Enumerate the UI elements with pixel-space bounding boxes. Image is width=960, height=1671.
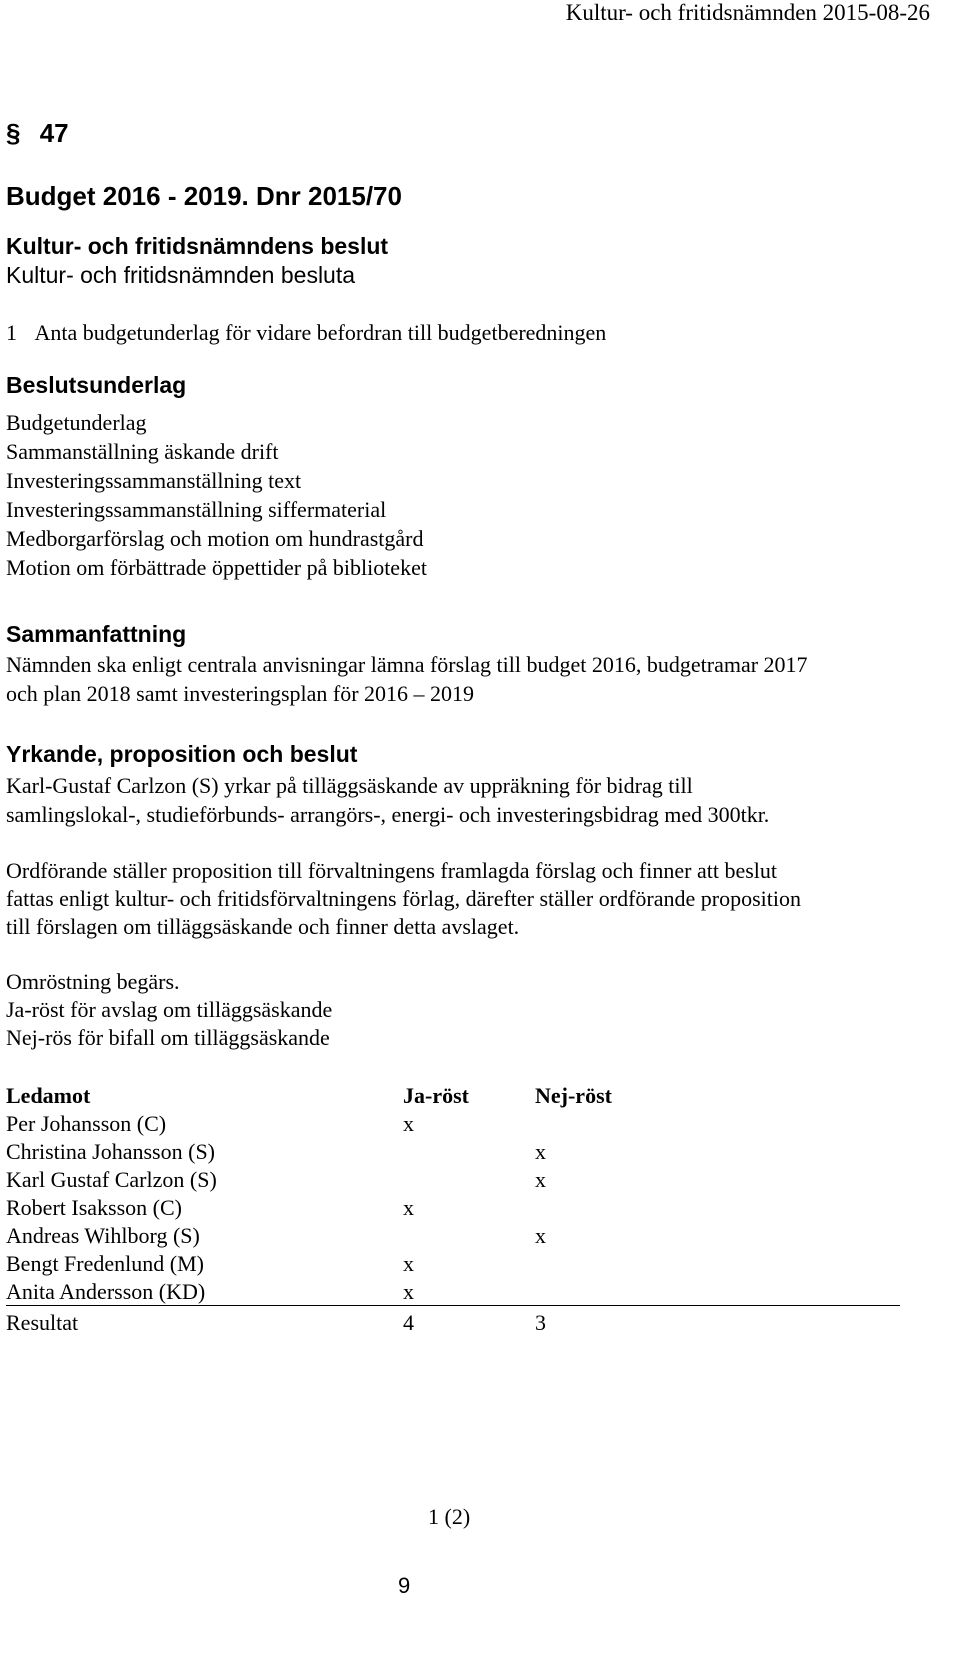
no-vote — [535, 1193, 900, 1221]
page-title: Budget 2016 - 2019. Dnr 2015/70 — [6, 181, 402, 211]
list-item: Investeringssammanställning text — [6, 468, 302, 493]
page-number: 9 — [398, 1573, 411, 1598]
member-name: Andreas Wihlborg (S) — [6, 1223, 200, 1248]
no-vote: x — [535, 1139, 546, 1164]
decision-intro: Kultur- och fritidsnämnden besluta — [6, 262, 356, 288]
yes-vote: x — [403, 1279, 414, 1304]
yes-vote: x — [403, 1251, 414, 1276]
yes-vote — [403, 1221, 535, 1249]
no-vote: x — [535, 1167, 546, 1192]
decision-item-number: 1 — [6, 320, 17, 345]
table-row — [6, 1277, 900, 1306]
paragraph-sign: § — [6, 118, 21, 148]
column-header-yes: Ja-röst — [403, 1083, 469, 1108]
member-name: Christina Johansson (S) — [6, 1139, 215, 1164]
decision-item-text: Anta budgetunderlag för vidare befordran till budgetberedningen — [34, 320, 607, 345]
decision-item — [6, 318, 606, 347]
vote-request-line: Nej-rös för bifall om tilläggsäskande — [6, 1025, 330, 1050]
proposition-line: fattas enligt kultur- och fritidsförvaltningens förlag, därefter ställer ordförande proposition — [6, 886, 801, 911]
summary-line: Nämnden ska enligt centrala anvisningar lämna förslag till budget 2016, budgetramar 2017 — [6, 652, 808, 677]
vote-request-line: Omröstning begärs. — [6, 969, 180, 994]
table-row — [6, 1193, 900, 1221]
motion-heading: Yrkande, proposition och beslut — [6, 741, 358, 767]
table-header-row — [6, 1077, 900, 1109]
decision-heading: Kultur- och fritidsnämndens beslut — [6, 233, 389, 259]
result-row — [6, 1306, 900, 1337]
paragraph-marker — [6, 118, 69, 149]
member-name: Anita Andersson (KD) — [6, 1279, 206, 1304]
vote-request-line: Ja-röst för avslag om tilläggsäskande — [6, 997, 333, 1022]
list-item: Medborgarförslag och motion om hundrastgård — [6, 526, 424, 551]
yes-vote: x — [403, 1195, 414, 1220]
basis-heading: Beslutsunderlag — [6, 372, 187, 398]
list-item: Motion om förbättrade öppettider på biblioteket — [6, 555, 427, 580]
yes-vote — [403, 1137, 535, 1165]
yes-vote — [403, 1165, 535, 1193]
basis-list — [6, 408, 427, 582]
proposition-line: Ordförande ställer proposition till förvaltningens framlagda förslag och finner att beslut — [6, 858, 777, 883]
proposition-line: till förslagen om tilläggsäskande och finner detta avslaget. — [6, 914, 520, 939]
paragraph-number: 47 — [39, 118, 69, 148]
yes-vote: x — [403, 1111, 414, 1136]
table-row — [6, 1137, 900, 1165]
no-vote: x — [535, 1223, 546, 1248]
column-header-no: Nej-röst — [535, 1083, 612, 1108]
motion-line: Karl-Gustaf Carlzon (S) yrkar på tilläggsäskande av uppräkning för bidrag till — [6, 773, 693, 798]
result-label: Resultat — [6, 1306, 403, 1337]
summary-line: och plan 2018 samt investeringsplan för 2016 – 2019 — [6, 681, 475, 706]
result-yes-count: 4 — [403, 1306, 535, 1337]
vote-table — [6, 1077, 900, 1336]
member-name: Per Johansson (C) — [6, 1111, 167, 1136]
table-row — [6, 1109, 900, 1137]
no-vote — [535, 1249, 900, 1277]
table-row — [6, 1165, 900, 1193]
column-header-member: Ledamot — [6, 1083, 91, 1108]
member-name: Karl Gustaf Carlzon (S) — [6, 1167, 217, 1192]
table-row — [6, 1249, 900, 1277]
document-header: Kultur- och fritidsnämnden 2015-08-26 — [565, 0, 930, 25]
table-row — [6, 1221, 900, 1249]
result-no-count: 3 — [535, 1306, 900, 1337]
list-item: Sammanställning äskande drift — [6, 439, 279, 464]
no-vote — [535, 1277, 900, 1306]
no-vote — [535, 1109, 900, 1137]
member-name: Robert Isaksson (C) — [6, 1195, 182, 1220]
page-indicator: 1 (2) — [428, 1504, 471, 1529]
motion-line: samlingslokal-, studieförbunds- arrangörs-, energi- och investeringsbidrag med 300tkr. — [6, 802, 770, 827]
list-item: Investeringssammanställning siffermaterial — [6, 497, 387, 522]
summary-heading: Sammanfattning — [6, 621, 187, 647]
list-item: Budgetunderlag — [6, 410, 147, 435]
member-name: Bengt Fredenlund (M) — [6, 1251, 204, 1276]
